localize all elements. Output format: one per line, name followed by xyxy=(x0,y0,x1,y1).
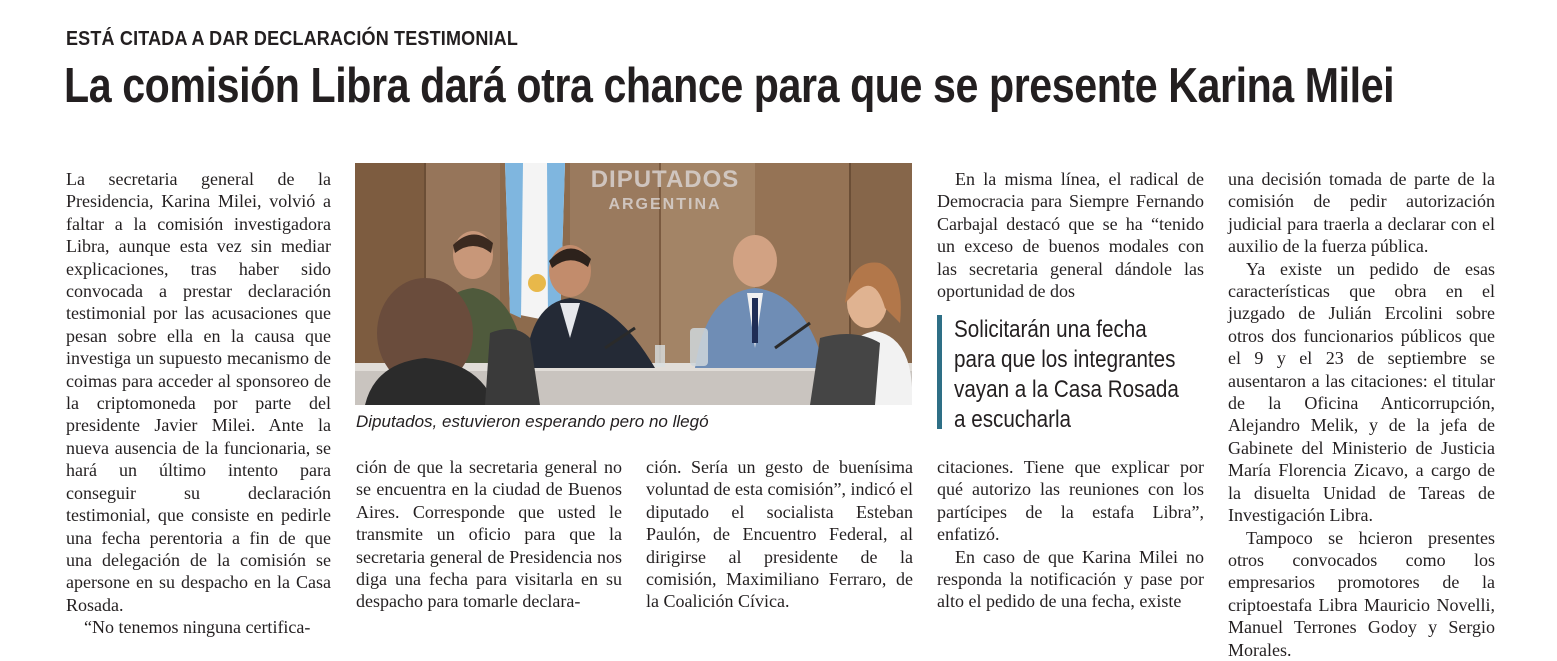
kicker: ESTÁ CITADA A DAR DECLARACIÓN TESTIMONIAL xyxy=(66,28,519,50)
article-paragraph: La secretaria general de la Presidencia, Karina Milei, volvió a faltar a la comisión investigadora Libra, aunque esta vez sin mediar explicaciones, tras haber sido convocada a prestar declaración testimonial por las acusaciones que pesan sobre ella en la causa que investiga un supuesto mecanismo de coimas para acceder al sponsoreo de la criptomoneda por parte del presidente Javier Milei. Ante la nueva ausencia de la funcionaria, se hará un último intento para conseguir su declaración testimonial, que consiste en pedirle una fecha perentoria a fin de que una delegación de la comisión se apersone en su despacho en la Casa Rosada. xyxy=(66,169,331,615)
article-column-5 xyxy=(1228,168,1495,661)
article-paragraph: Ya existe un pedido de esas características que obra en el juzgado de Julián Ercolini sobre otros dos funcionarios públicos que el 9 y el 23 de septiembre se ausentaron a las citaciones: el titular de la Oficina Anticorrupción, Alejandro Melik, y de la jefa de Gabinete del Ministerio de Justicia María Florencia Zicavo, a cargo de la disuelta Unidad de Tareas de Investigación Libra. xyxy=(1228,258,1495,526)
article-paragraph: En caso de que Karina Milei no responda la notificación y pase por alto el pedido de una fecha, existe xyxy=(937,546,1204,612)
article-paragraph: En la misma línea, el radical de Democracia para Siempre Fernando Carbajal destacó que se ha “tenido un exceso de buenos modales con las secretaria general dándole las oportunidad de dos xyxy=(937,169,1204,302)
news-photo xyxy=(355,163,912,405)
photo-overlay-text xyxy=(585,165,745,215)
article-paragraph: Tampoco se hcieron presentes otros convocados como los empresarios promotores de la criptoestafa Libra Mauricio Novelli, Manuel Terrones Godoy y Sergio Morales. xyxy=(1228,527,1495,660)
article-column-3 xyxy=(646,456,913,613)
pull-quote-text: Solicitarán una fecha para que los integrantes vayan a la Casa Rosada a escucharla xyxy=(954,316,1179,433)
article-paragraph: ción de que la secretaria general no se encuentra en la ciudad de Buenos Aires. Corresponde que usted le transmite un oficio para que la secretaria general de Presidencia nos diga una fecha para visitarla en su despacho para tomarle declara- xyxy=(356,457,622,612)
headline: La comisión Libra dará otra chance para que se presente Karina Milei xyxy=(64,59,1395,113)
article-column-4-top xyxy=(937,168,1204,302)
article-column-1 xyxy=(66,168,331,639)
article-paragraph: “No tenemos ninguna certifica- xyxy=(84,617,311,638)
article-paragraph: una decisión tomada de parte de la comisión de pedir autorización judicial para traerla a declarar con el auxilio de la fuerza pública. xyxy=(1228,169,1495,257)
article-paragraph: ción. Sería un gesto de buenísima voluntad de esta comisión”, indicó el diputado el socialista Esteban Paulón, de Encuentro Federal, al dirigirse al presidente de la comisión, Maximiliano Ferraro, de la Coalición Cívica. xyxy=(646,457,913,612)
photo-overlay-line2: ARGENTINA xyxy=(608,196,722,213)
pull-quote xyxy=(937,315,1209,433)
photo-overlay-line1: DIPUTADOS xyxy=(590,166,740,193)
photo-caption: Diputados, estuvieron esperando pero no llegó xyxy=(356,412,709,431)
article-column-4-bottom xyxy=(937,456,1204,613)
article-paragraph: citaciones. Tiene que explicar por qué autorizo las reuniones con los partícipes de la estafa Libra”, enfatizó. xyxy=(937,457,1204,545)
article-column-2 xyxy=(356,456,622,613)
